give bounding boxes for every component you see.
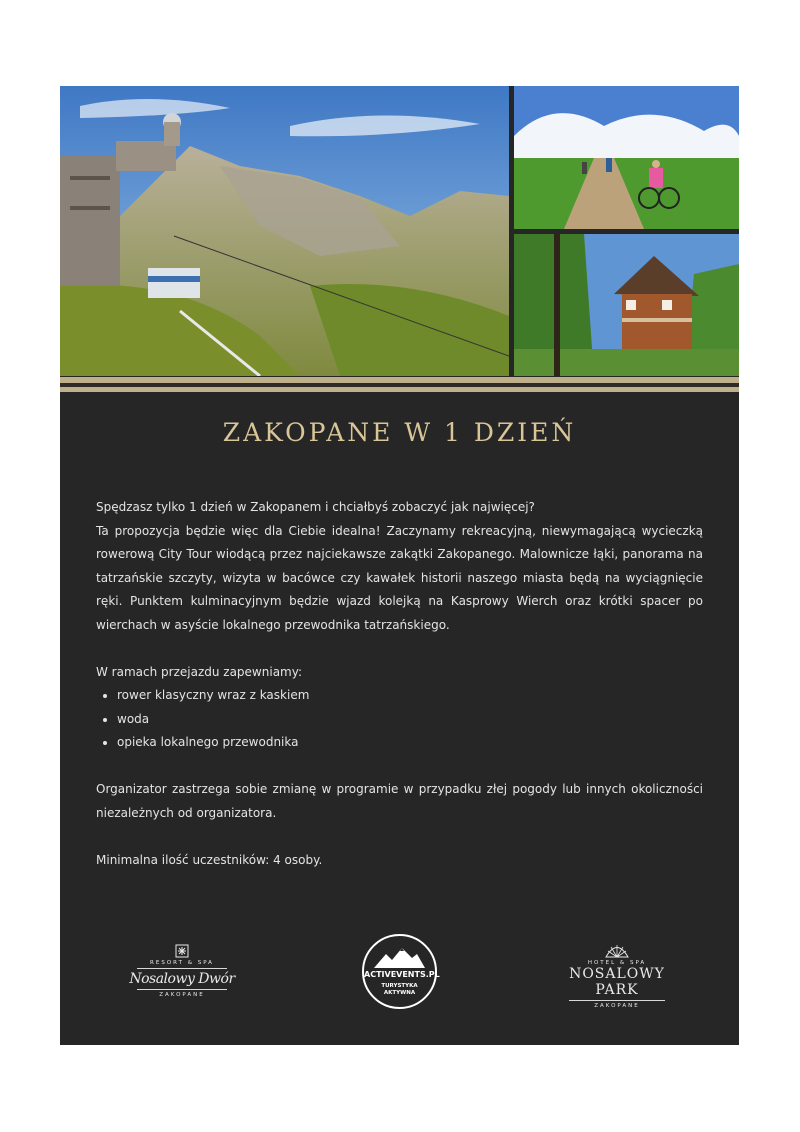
logo-tagline-line2: AKTYWNA	[383, 990, 416, 996]
list-item: • rower klasyczny wraz z kaskiem	[117, 684, 703, 708]
logo-name: Nosalowy Dwór	[129, 971, 235, 987]
included-list	[96, 684, 703, 755]
logo-tagline-line1: TURYSTYKA	[381, 983, 418, 989]
included-heading: W ramach przejazdu zapewniamy:	[96, 664, 303, 679]
snowflake-icon	[175, 944, 189, 958]
min-participants: Minimalna ilość uczestników: 4 osoby.	[96, 852, 323, 867]
logo-bottom-text: ZAKOPANE	[594, 1003, 640, 1009]
nosalowy-dwor-logo	[126, 934, 238, 998]
activevents-badge	[362, 934, 440, 1009]
description	[96, 496, 703, 872]
divider-band	[60, 387, 739, 392]
logo-tagline	[364, 983, 435, 997]
logo-name: ACTIVEVENTS.PL	[364, 970, 440, 979]
wooden-house-photo	[514, 234, 739, 376]
shell-icon	[605, 942, 629, 958]
nosalowy-park-logo	[557, 934, 677, 1009]
logo-top-text: RESORT & SPA	[150, 960, 214, 966]
intro-body: Ta propozycja będzie więc dla Ciebie idealna! Zaczynamy rekreacyjną, niewymagającą wycieczką rowerową City Tour wiodącą przez najciekawsze zakątki Zakopanego. Malownicze łąki, panorama na tatrzańskie szczyty, wizyta w bacówce czy kawałek historii naszego miasta będą na wyciągnięcie ręki. Punktem kulminacyjnym będzie wjazd kolejką na Kasprowy Wierch oraz krótki spacer po wierchach w asyście lokalnego przewodnika tatrzańskiego.	[96, 523, 703, 632]
disclaimer: Organizator zastrzega sobie zmianę w programie w przypadku złej pogody lub innych okoliczności niezależnych od organizatora.	[96, 782, 703, 820]
cycling-photo	[514, 86, 739, 229]
logo-name: NOSALOWY PARK	[569, 966, 665, 998]
partner-logos	[60, 934, 739, 1019]
mountains-icon	[374, 948, 425, 968]
logo-top-text: HOTEL & SPA	[587, 960, 647, 966]
list-item: • woda	[117, 708, 703, 732]
page-title: ZAKOPANE W 1 DZIEŃ	[222, 418, 577, 447]
photo-collage	[60, 86, 739, 376]
list-item: • opieka lokalnego przewodnika	[117, 731, 703, 755]
kasprowy-wierch-photo	[60, 86, 509, 376]
flyer-panel	[60, 86, 739, 1045]
intro-question: Spędzasz tylko 1 dzień w Zakopanem i chciałbyś zobaczyć jak najwięcej?	[96, 500, 535, 514]
logo-bottom-text: ZAKOPANE	[159, 992, 205, 998]
activevents-logo	[360, 934, 439, 1009]
